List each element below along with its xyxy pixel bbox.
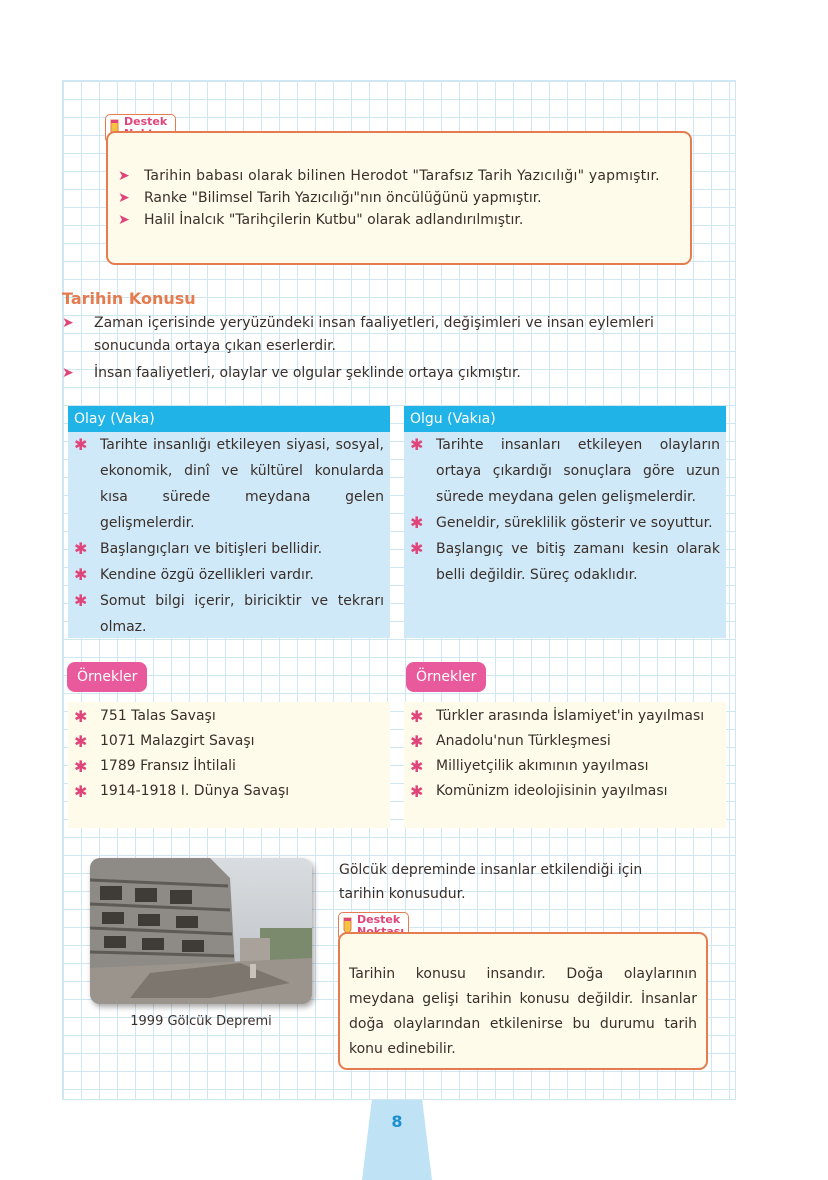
asterisk-icon: ✱ [74,539,88,558]
arrow-icon: ➤ [118,212,130,228]
example-item: ✱ Anadolu'nun Türkleşmesi [404,729,720,754]
badge-line-1: Destek [357,913,401,926]
arrow-icon: ➤ [62,315,74,331]
examples-label-right: Örnekler [406,662,486,692]
photo-description: Gölcük depreminde insanlar etkilendiği için tarihin konusudur. [339,862,643,902]
asterisk-icon: ✱ [410,757,424,776]
arrow-icon: ➤ [118,168,130,184]
collapsed-building-image [90,858,312,1004]
photo-caption: 1999 Gölcük Depremi [130,1014,272,1029]
asterisk-icon: ✱ [74,591,88,610]
example-item: ✱ 1914-1918 I. Dünya Savaşı [68,779,390,804]
section-bullet: ➤ Zaman içerisinde yeryüzündeki insan faaliyetleri, değişimleri ve insan eylemleri sonucunda ortaya çıkan eserlerdir. [62,312,734,358]
support-bullet: ➤ Tarihin babası olarak bilinen Herodot "Tarafsız Tarih Yazıcılığı" yapmıştır. [118,165,684,187]
olay-panel [68,406,390,638]
asterisk-icon: ✱ [410,513,424,532]
examples-list-left [68,702,390,828]
olgu-item: ✱ Başlangıç ve bitiş zamanı kesin olarak belli değildir. Süreç odaklıdır. [404,536,726,588]
example-item: ✱ Milliyetçilik akımının yayılması [404,754,720,779]
section-title: Tarihin Konusu [62,289,196,308]
olay-item: ✱ Başlangıçları ve bitişleri bellidir. [68,536,390,562]
examples-list-right [404,702,726,828]
asterisk-icon: ✱ [74,707,88,726]
arrow-icon: ➤ [118,190,130,206]
support-bullet: ➤ Halil İnalcık "Tarihçilerin Kutbu" olarak adlandırılmıştır. [118,209,684,231]
asterisk-icon: ✱ [74,757,88,776]
section-bullet: ➤ İnsan faaliyetleri, olaylar ve olgular şeklinde ortaya çıkmıştır. [62,362,734,385]
support-box-1 [106,131,692,265]
asterisk-icon: ✱ [74,782,88,801]
arrow-icon: ➤ [62,365,74,381]
asterisk-icon: ✱ [410,539,424,558]
olgu-item: ✱ Tarihte insanları etkileyen olayların ortaya çıkardığı sonuçlara göre uzun sürede meydana gelen gelişmelerdir. [404,432,726,510]
examples-label-left: Örnekler [67,662,147,692]
example-item: ✱ Türkler arasında İslamiyet'in yayılması [404,704,720,729]
example-item: ✱ 1789 Fransız İhtilali [68,754,390,779]
olay-title: Olay (Vaka) [68,406,390,432]
olgu-title: Olgu (Vakıa) [404,406,726,432]
olay-item: ✱ Kendine özgü özellikleri vardır. [68,562,390,588]
example-item: ✱ Komünizm ideolojisinin yayılması [404,779,720,804]
olay-item: ✱ Tarihte insanlığı etkileyen siyasi, sosyal, ekonomik, dinî ve kültürel konularda kısa sürede meydana gelen gelişmelerdir. [68,432,390,536]
page-number: 8 [391,1112,403,1131]
support-text: Tarihin konusu insandır. Doğa olaylarının meydana gelişi tarihin konusu değildir. İnsanlar doğa olaylarından etkilenirse bu durumu tarih konu edinebilir. [349,966,697,1057]
badge-line-1: Destek [124,115,168,128]
olay-item: ✱ Somut bilgi içerir, biriciktir ve tekrarı olmaz. [68,588,390,640]
support-box-2 [338,932,708,1070]
earthquake-photo [90,858,312,1004]
support-bullet: ➤ Ranke "Bilimsel Tarih Yazıcılığı"nın öncülüğünü yapmıştır. [118,187,684,209]
asterisk-icon: ✱ [410,707,424,726]
asterisk-icon: ✱ [410,782,424,801]
olgu-item: ✱ Geneldir, süreklilik gösterir ve soyuttur. [404,510,726,536]
example-item: ✱ 751 Talas Savaşı [68,704,390,729]
example-item: ✱ 1071 Malazgirt Savaşı [68,729,390,754]
asterisk-icon: ✱ [410,435,424,454]
asterisk-icon: ✱ [74,732,88,751]
olgu-panel [404,406,726,638]
asterisk-icon: ✱ [74,565,88,584]
asterisk-icon: ✱ [74,435,88,454]
asterisk-icon: ✱ [410,732,424,751]
